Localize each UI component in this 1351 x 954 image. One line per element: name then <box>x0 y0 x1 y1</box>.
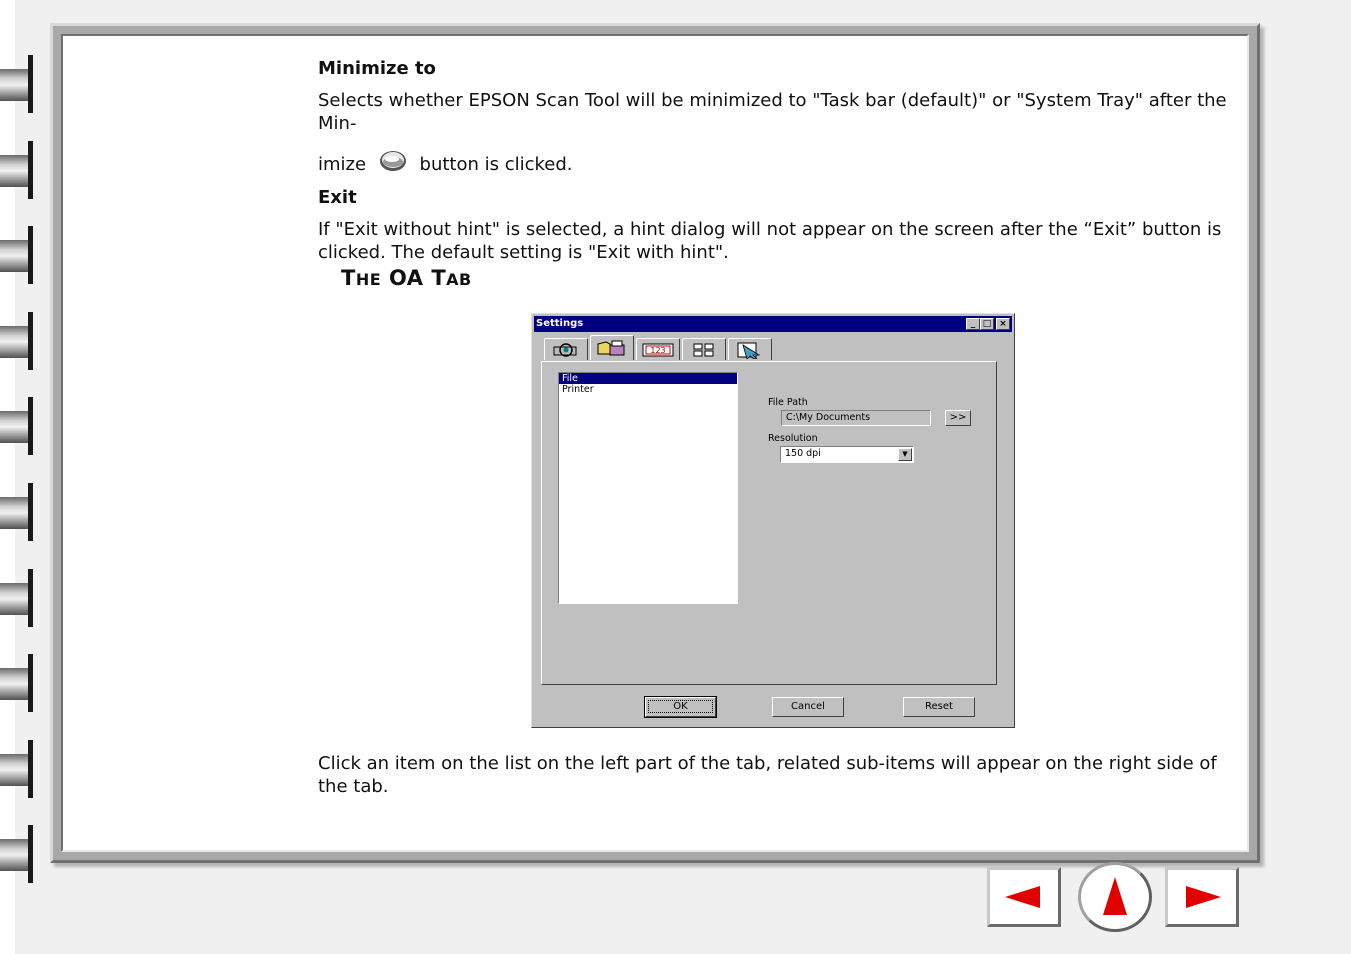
right-arrow-icon <box>1168 870 1236 924</box>
binding-ring <box>0 654 34 712</box>
list-item-file[interactable]: File <box>559 373 737 384</box>
exit-text: If "Exit without hint" is selected, a hint dialog will not appear on the screen after the “Exit” button is clicked. The default setting is "Exit with hint". <box>318 219 1222 263</box>
binding-ring <box>0 141 34 199</box>
settings-dialog <box>531 313 1015 728</box>
reset-button[interactable]: Reset <box>903 697 975 717</box>
resolution-select[interactable] <box>780 446 914 463</box>
tab-oa[interactable] <box>590 335 634 360</box>
counter-icon <box>642 342 674 358</box>
dialog-titlebar <box>534 316 1012 332</box>
next-page-button[interactable] <box>1165 867 1239 927</box>
minimize-text-line2 <box>318 149 1228 176</box>
ok-button-label: OK <box>648 700 712 713</box>
file-path-field[interactable]: C:\My Documents <box>781 410 931 426</box>
minimize-button-icon <box>378 149 408 173</box>
chevron-down-icon[interactable]: ▼ <box>898 448 912 461</box>
content-area <box>318 55 1228 264</box>
binding-ring <box>0 569 34 627</box>
ok-button[interactable] <box>645 697 716 717</box>
section-title <box>341 266 472 290</box>
binding-ring <box>0 312 34 370</box>
tab-counter[interactable] <box>636 338 680 360</box>
up-arrow-icon <box>1081 865 1149 929</box>
dialog-title: Settings <box>536 318 584 329</box>
tab-buttons[interactable] <box>682 338 726 360</box>
binding-ring <box>0 825 34 883</box>
file-path-label: File Path <box>768 397 808 408</box>
minimize-text <box>318 89 1228 135</box>
binding-ring <box>0 740 34 798</box>
section-title-t: T <box>341 266 356 290</box>
minimize-heading: Minimize to <box>318 58 436 79</box>
minimize-text-after: button is clicked. <box>419 154 573 175</box>
bottom-paragraph: Click an item on the list on the left part of the tab, related sub-items will appear on the right side of the tab. <box>318 753 1217 797</box>
scanner-gear-icon <box>551 341 581 359</box>
minimize-window-button[interactable]: _ <box>966 318 980 330</box>
section-title-he: HE <box>355 270 382 289</box>
tab-panel <box>541 361 997 685</box>
section-title-oa: OA <box>388 266 424 290</box>
close-window-button[interactable]: × <box>996 318 1010 330</box>
category-list[interactable] <box>558 372 738 604</box>
exit-heading: Exit <box>318 187 357 208</box>
binding-ring <box>0 397 34 455</box>
up-button[interactable] <box>1078 862 1152 932</box>
resolution-value: 150 dpi <box>785 448 821 459</box>
svg-text:123: 123 <box>650 345 666 355</box>
list-item-printer[interactable]: Printer <box>562 384 594 395</box>
cancel-button[interactable]: Cancel <box>772 697 844 717</box>
binding-ring <box>0 483 34 541</box>
browse-button[interactable]: >> <box>945 410 971 426</box>
resolution-label: Resolution <box>768 433 818 444</box>
minimize-text-imize: imize <box>318 154 367 175</box>
maximize-window-button[interactable]: □ <box>980 318 994 330</box>
tab-arrow[interactable] <box>728 338 772 360</box>
minimize-text-line1: Selects whether EPSON Scan Tool will be minimized to "Task bar (default)" or "System Tray" after the Min- <box>318 90 1227 134</box>
cursor-arrow-icon <box>735 341 765 359</box>
tab-general[interactable] <box>544 338 588 360</box>
folder-printer-icon <box>596 338 628 358</box>
section-title-ab: AB <box>446 270 472 289</box>
section-title-t2: T <box>431 266 447 290</box>
button-grid-icon <box>691 342 717 358</box>
prev-page-button[interactable] <box>987 867 1061 927</box>
binding-ring <box>0 226 34 284</box>
binding-ring <box>0 55 34 113</box>
dialog-tabs <box>544 338 774 360</box>
left-arrow-icon <box>990 870 1058 924</box>
